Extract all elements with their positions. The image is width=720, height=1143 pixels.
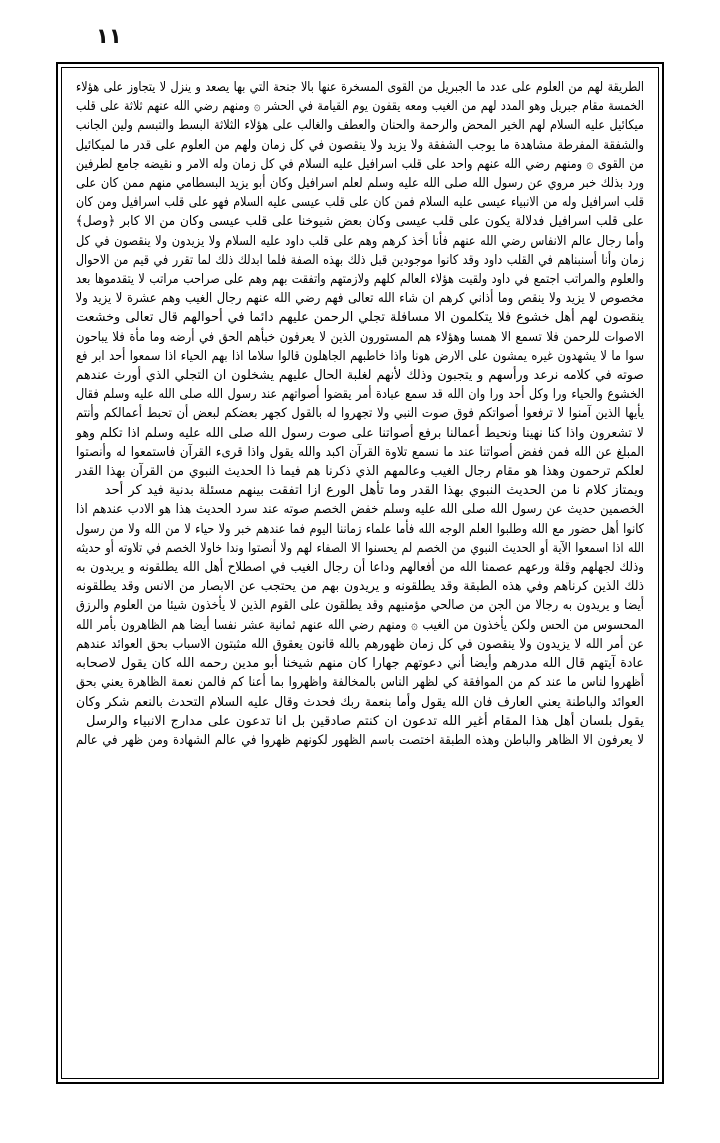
text-line	[76, 500, 644, 519]
text-line-content: قلب اسرافيل وله من الانبياء عيسى عليه السلام فمن كان على قلب عيسى عليه السلام فهو على قلب اسرافيل ومن كان	[76, 195, 644, 211]
text-line	[76, 116, 644, 135]
text-line-content: الطريقة لهم من العلوم على عدد ما الجبريل من القوى المسخرة عنها بالا جنحة التي بها يصعد و ينزل لا يتجاوز على هؤلاء	[76, 80, 644, 95]
text-line	[76, 174, 644, 193]
text-line-content: عن أمر الله لا يزيدون ولا ينقصون في كل زمان ظهورهم بالله قانون يعقوق الله مثبتون الاسباب بحق العوائد عندهم	[75, 636, 644, 652]
text-line	[76, 366, 644, 385]
text-line-content: أظهروا لناس ما عند كم من الموافقة كي لظهر الناس بالمخالفة واظهروا بما أعنا كم فالمن نعمة الظاهرة يعني بحق	[76, 675, 644, 691]
text-line-content: العوائد والباطنة يعني العارف فان الله يقول وأما بنعمة ربك فحدث وقال عليه السلام التحدث بالنعم شكر وكان	[75, 694, 644, 710]
text-line-content: الاصوات للرحمن فلا تسمع الا همسا وهؤلاء هم المستورون الذين لا يعرفون خبأهم الحق في أرضه وما مأة فلا يباحون	[75, 329, 644, 345]
text-line-content: وذلك لجهلهم وقلة ورعهم عصمنا الله من أفعالهم وداعا أن رجال الغيب في اصطلاح أهل الله يطلقونه و يريدون به	[75, 560, 644, 576]
text-line	[76, 385, 644, 404]
text-line	[76, 654, 644, 673]
text-line	[76, 308, 644, 327]
text-line	[76, 270, 644, 289]
text-line	[76, 539, 644, 558]
text-line-content: سوا ما لا يشهدون غيره يمشون على الارض هونا واذا خاطبهم الجاهلون قالوا سلاما اذا بهم الحياء اذا سمعوا أحد ابر فع	[75, 348, 644, 364]
text-line-content: ينقصون لهم أهل خشوع فلا يتكلمون الا مسافلة تجلي الرحمن عليهم دائما في أحوالهم قال تعالى وخشعت	[75, 310, 644, 326]
text-line	[76, 155, 644, 174]
text-line-content: والشفقة المفرطة مشاهدة ما يوجب الشفقة ولا يزيد ولا ينقصون في كل زمان ولهم من العلوم على قدر ما لميكائيل	[75, 137, 645, 153]
text-line	[76, 712, 644, 731]
text-line	[76, 577, 644, 596]
text-line	[76, 232, 644, 251]
page-number: ١١	[96, 24, 122, 48]
text-line	[76, 635, 644, 654]
text-line	[76, 616, 644, 635]
text-line-content: عادة آيتهم قال الله مدرهم وأيضا أني دعوتهم جهارا كان منهم شيخنا أبو مدين رحمه الله كان يقول لاصحابه	[75, 656, 645, 672]
text-line-content: على قلب اسرافيل فدلالة يكون على قلب عيسى وكان بعض شيوخنا على قلب عيسى وكان من الا كابر ﴿وصل﴾	[75, 214, 645, 230]
text-line	[76, 693, 644, 712]
text-line	[76, 136, 644, 155]
text-line-content: الخشوع والحياء ورا وكل أحد ورا وان الله قد سمع عبادة أمر يقضوا أصواتهم عند رسول الله صلى الله عليه وسلم فقال	[75, 387, 644, 403]
text-line-content: كانوا أهل حضور مع الله وطلبوا العلم الوجه الله فأما علماء زماننا اليوم فما عندهم خبر ولا حياء لا من الله ولا من رسول	[76, 521, 644, 537]
text-line-content: والعلوم والمراتب اجتمع في داود ولقيت هؤلاء العالم كلهم ولازمتهم واتفقت بهم وهم على صراحب مراتب لا يتقدموها بعد	[76, 272, 644, 288]
text-line	[76, 558, 644, 577]
text-line-content: أيضا و يريدون به رجالا من الجن من صالحي مؤمنيهم وقد يطلقون على القوم الذين لا يأخذون شيئا من العلوم والرزق	[76, 598, 644, 614]
text-line	[76, 731, 644, 750]
text-line	[76, 481, 644, 500]
text-line-content: ميكائيل عليه السلام لهم الخير المحض والرحمة والحنان والعطف والغالب على هؤلاء الثلاثة البسط والتبسم ولين الجانب	[75, 118, 644, 134]
text-line	[76, 404, 644, 423]
body-text	[66, 72, 654, 1074]
text-line-content: صوته في كلامه نرعد ورأسهم و يتجبون وذلك لأنهم لغلبة الحال عليهم يشخلون ان التجلي الذي أورث عندهم	[75, 368, 645, 384]
text-line-content: ذلك الذين كرناهم وفي هذه الطبقة وقد يطلقونه و يريدون بهم من يحتجب عن الابصار من الانس وقد يطلقونه	[76, 579, 644, 595]
text-line-content: لعلكم ترحمون وهذا هو مقام رجال الغيب وعالمهم الذي ذكرنا هم فيما ذا الحديث النبوي من القرآن بهذا القدر	[75, 464, 644, 480]
text-line	[76, 97, 644, 116]
text-line-content: مخصوص لا يزيد ولا ينقص وما أذاني كرهم ان شاء الله تعالى فهم رضي الله عنهم رجال الغيب وهم عشرة لا يزيد ولا	[75, 291, 644, 307]
text-line	[76, 193, 644, 212]
text-line-content: المحسوس من الحس ولكن يأخذون من الغيب ۞ ومنهم رضي الله عنهم ثمانية عشر نفسا أيضا هم الظاهرون بأمر الله	[75, 617, 644, 633]
text-line-content: وأما رجال عالم الانفاس رضي الله عنهم فأنا أخذ كرهم وهم على قلب داود عليه السلام ولا يزيدون ولا ينقصون في كل	[75, 233, 644, 249]
text-line	[76, 289, 644, 308]
text-line-content: لا يعرفون الا الظاهر والباطن وهذه الطبقة اختصت باسم الظهور لكونهم ظهروا في عالم الشهادة ومن ظهر في عالم	[75, 732, 644, 748]
text-line	[76, 424, 644, 443]
text-line	[76, 328, 644, 347]
text-line-content: لا تشعرون واذا كنا نهينا ونحيط أعمالنا برفع أصواتنا على صوت رسول الله صلى الله عليه وسلم اذا تكلم وهو	[76, 425, 644, 441]
text-line-content: من القوى ۞ ومنهم رضي الله عنهم واحد على قلب اسرافيل عليه السلام في كل زمان وله الامر و نقيضه جامع لطرفين	[75, 156, 644, 172]
text-line-content: ويمتاز كلام نا من الحديث النبوي بهذا القدر وما تأهل الورع ازا اتفقت بينهم مسئلة بدنية فيد كر أحد	[104, 483, 644, 499]
text-line	[76, 212, 644, 231]
text-line-content: يأيها الذين آمنوا لا ترفعوا أصواتكم فوق صوت النبي ولا تجهروا له بالقول كجهر بعضكم لبعض أن تحبط أعمالكم وأنتم	[75, 406, 644, 422]
text-line-content: يقول بلسان أهل هذا المقام أغير الله تدعون ان كنتم صادقين بل انا تدعون على مدارج الانبياء والرسل	[86, 713, 644, 729]
text-line-content: الخمسة مقام جبريل وهو المدد لهم من الغيب ومعه يقفون يوم القيامة في الحشر ۞ ومنهم رضي الله عنهم ثلاثة على قلب	[75, 99, 645, 115]
text-line	[76, 462, 644, 481]
text-line	[76, 520, 644, 539]
text-line	[76, 596, 644, 615]
text-line	[76, 443, 644, 462]
text-line	[76, 673, 644, 692]
text-line	[76, 78, 644, 97]
text-line-content: زمان وأنا أسنبناهم في القلب داود وقد كانوا موجودين قبل ذلك بهذه الصفة فلما ابدلك ذلك لما تقرر في قيم من الاحوال	[75, 252, 645, 268]
text-line	[76, 347, 644, 366]
text-line-content: الله اذا اسمعوا الآية أو الحديث النبوي من الخصم لم يحسنوا الا الصفاء لهم ولا أنصتوا وندا خاولا الخصم في تلاوته أو حديثه	[75, 540, 644, 556]
text-line-content: المبلغ عن الله فمن ففض أصواتنا عند ما نسمع تلاوة القرآن اكبد والله يقول واذا قرىء القرآن فاستمعوا له وأنصتوا	[76, 444, 644, 460]
text-line-content: الخصمين حديث عن رسول الله صلى الله عليه وسلم خفض الخصم صوته عند سرد الحديث هذا هو الادب عندهم اذا	[76, 502, 644, 518]
text-line	[76, 251, 644, 270]
text-line-content: ورد بذلك خبر مروي عن رسول الله صلى الله عليه وسلم لعلم اسرافيل وكان أبو يزيد البسطامي منهم ممن كان على	[76, 176, 644, 192]
